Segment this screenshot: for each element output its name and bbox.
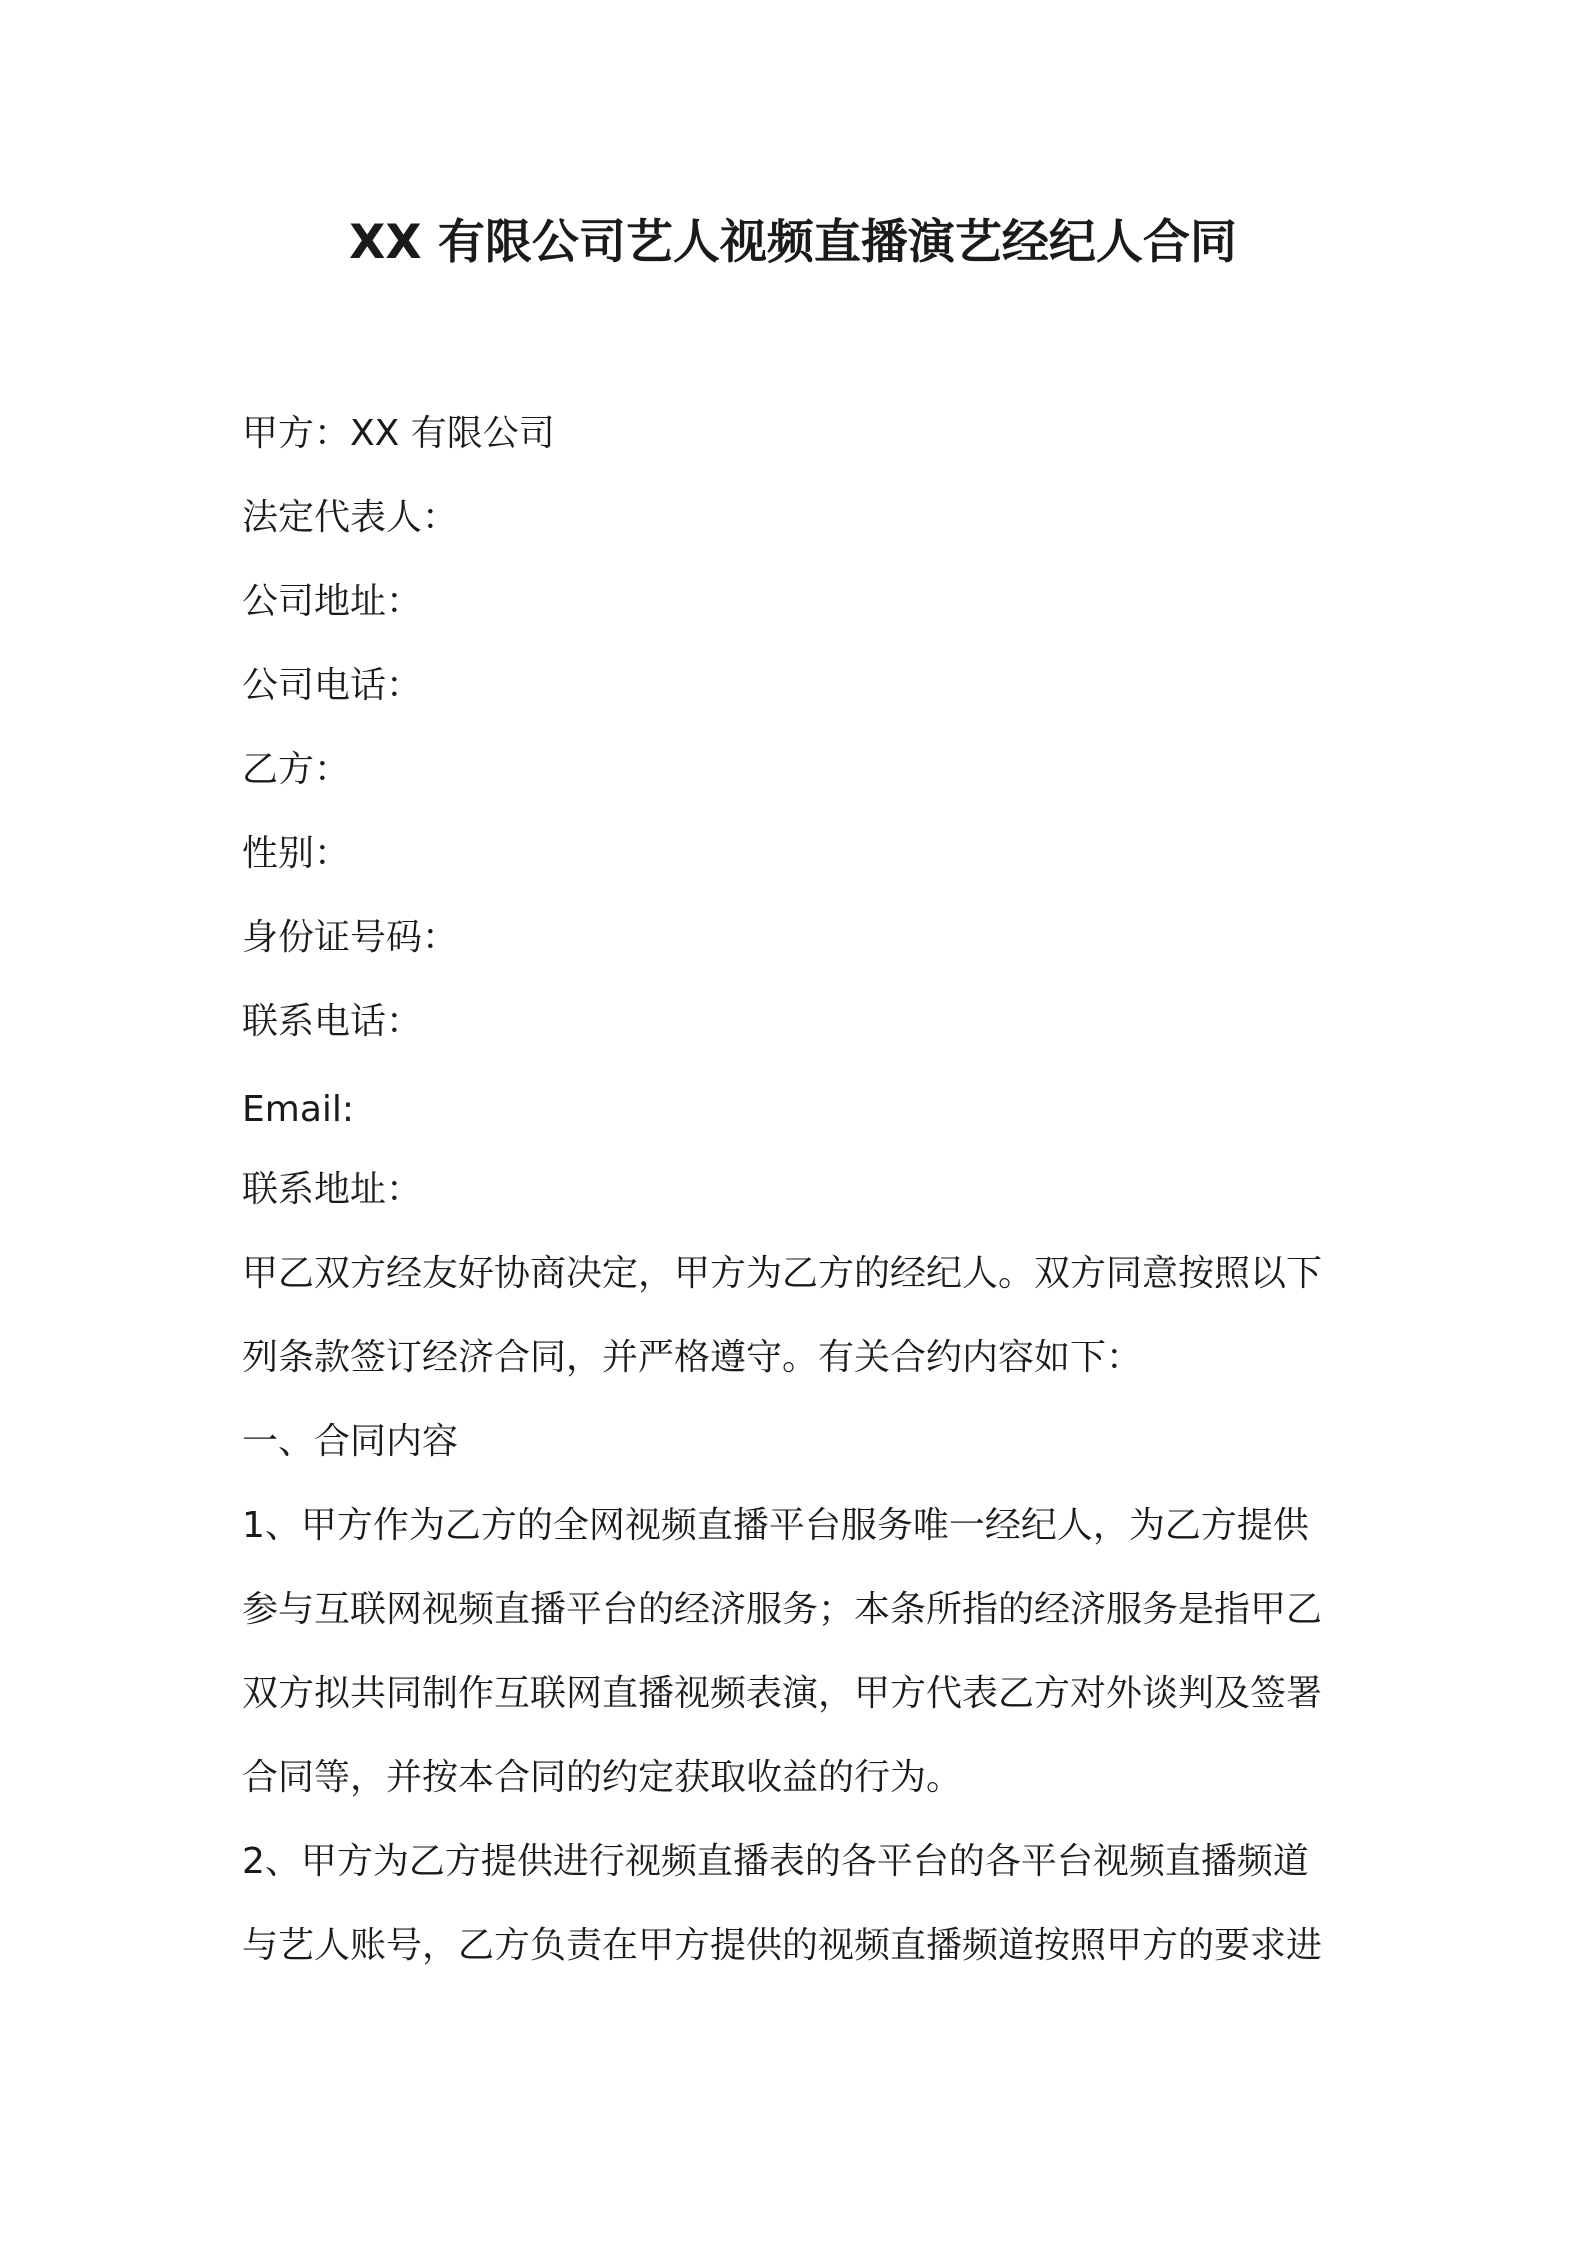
intro-paragraph-line: 列条款签订经济合同，并严格遵守。有关合约内容如下： — [242, 1337, 1143, 1378]
party-b-field: 乙方： — [242, 749, 351, 790]
clause-1-line: 合同等，并按本合同的约定获取收益的行为。 — [242, 1757, 963, 1798]
email-field: Email: — [242, 1089, 355, 1130]
section-heading: 一、合同内容 — [242, 1421, 459, 1462]
gender-field: 性别： — [242, 833, 351, 874]
contact-address-field: 联系地址： — [242, 1169, 423, 1210]
id-number-field: 身份证号码： — [242, 917, 459, 958]
contact-phone-field: 联系电话： — [242, 1001, 423, 1042]
clause-2-line: 2、甲方为乙方提供进行视频直播表的各平台的各平台视频直播频道 — [242, 1841, 1309, 1882]
clause-1-line: 1、甲方作为乙方的全网视频直播平台服务唯一经纪人，为乙方提供 — [242, 1505, 1309, 1546]
company-address-field: 公司地址： — [242, 581, 423, 622]
legal-representative-field: 法定代表人： — [242, 497, 459, 538]
clause-1-line: 双方拟共同制作互联网直播视频表演，甲方代表乙方对外谈判及签署 — [242, 1673, 1323, 1714]
party-a-field: 甲方：XX 有限公司 — [242, 413, 555, 454]
document-title: XX 有限公司艺人视频直播演艺经纪人合同 — [349, 215, 1237, 270]
clause-1-line: 参与互联网视频直播平台的经济服务；本条所指的经济服务是指甲乙 — [242, 1589, 1323, 1630]
intro-paragraph-line: 甲乙双方经友好协商决定，甲方为乙方的经纪人。双方同意按照以下 — [242, 1253, 1323, 1294]
company-phone-field: 公司电话： — [242, 665, 423, 706]
clause-2-line: 与艺人账号，乙方负责在甲方提供的视频直播频道按照甲方的要求进 — [242, 1925, 1323, 1966]
